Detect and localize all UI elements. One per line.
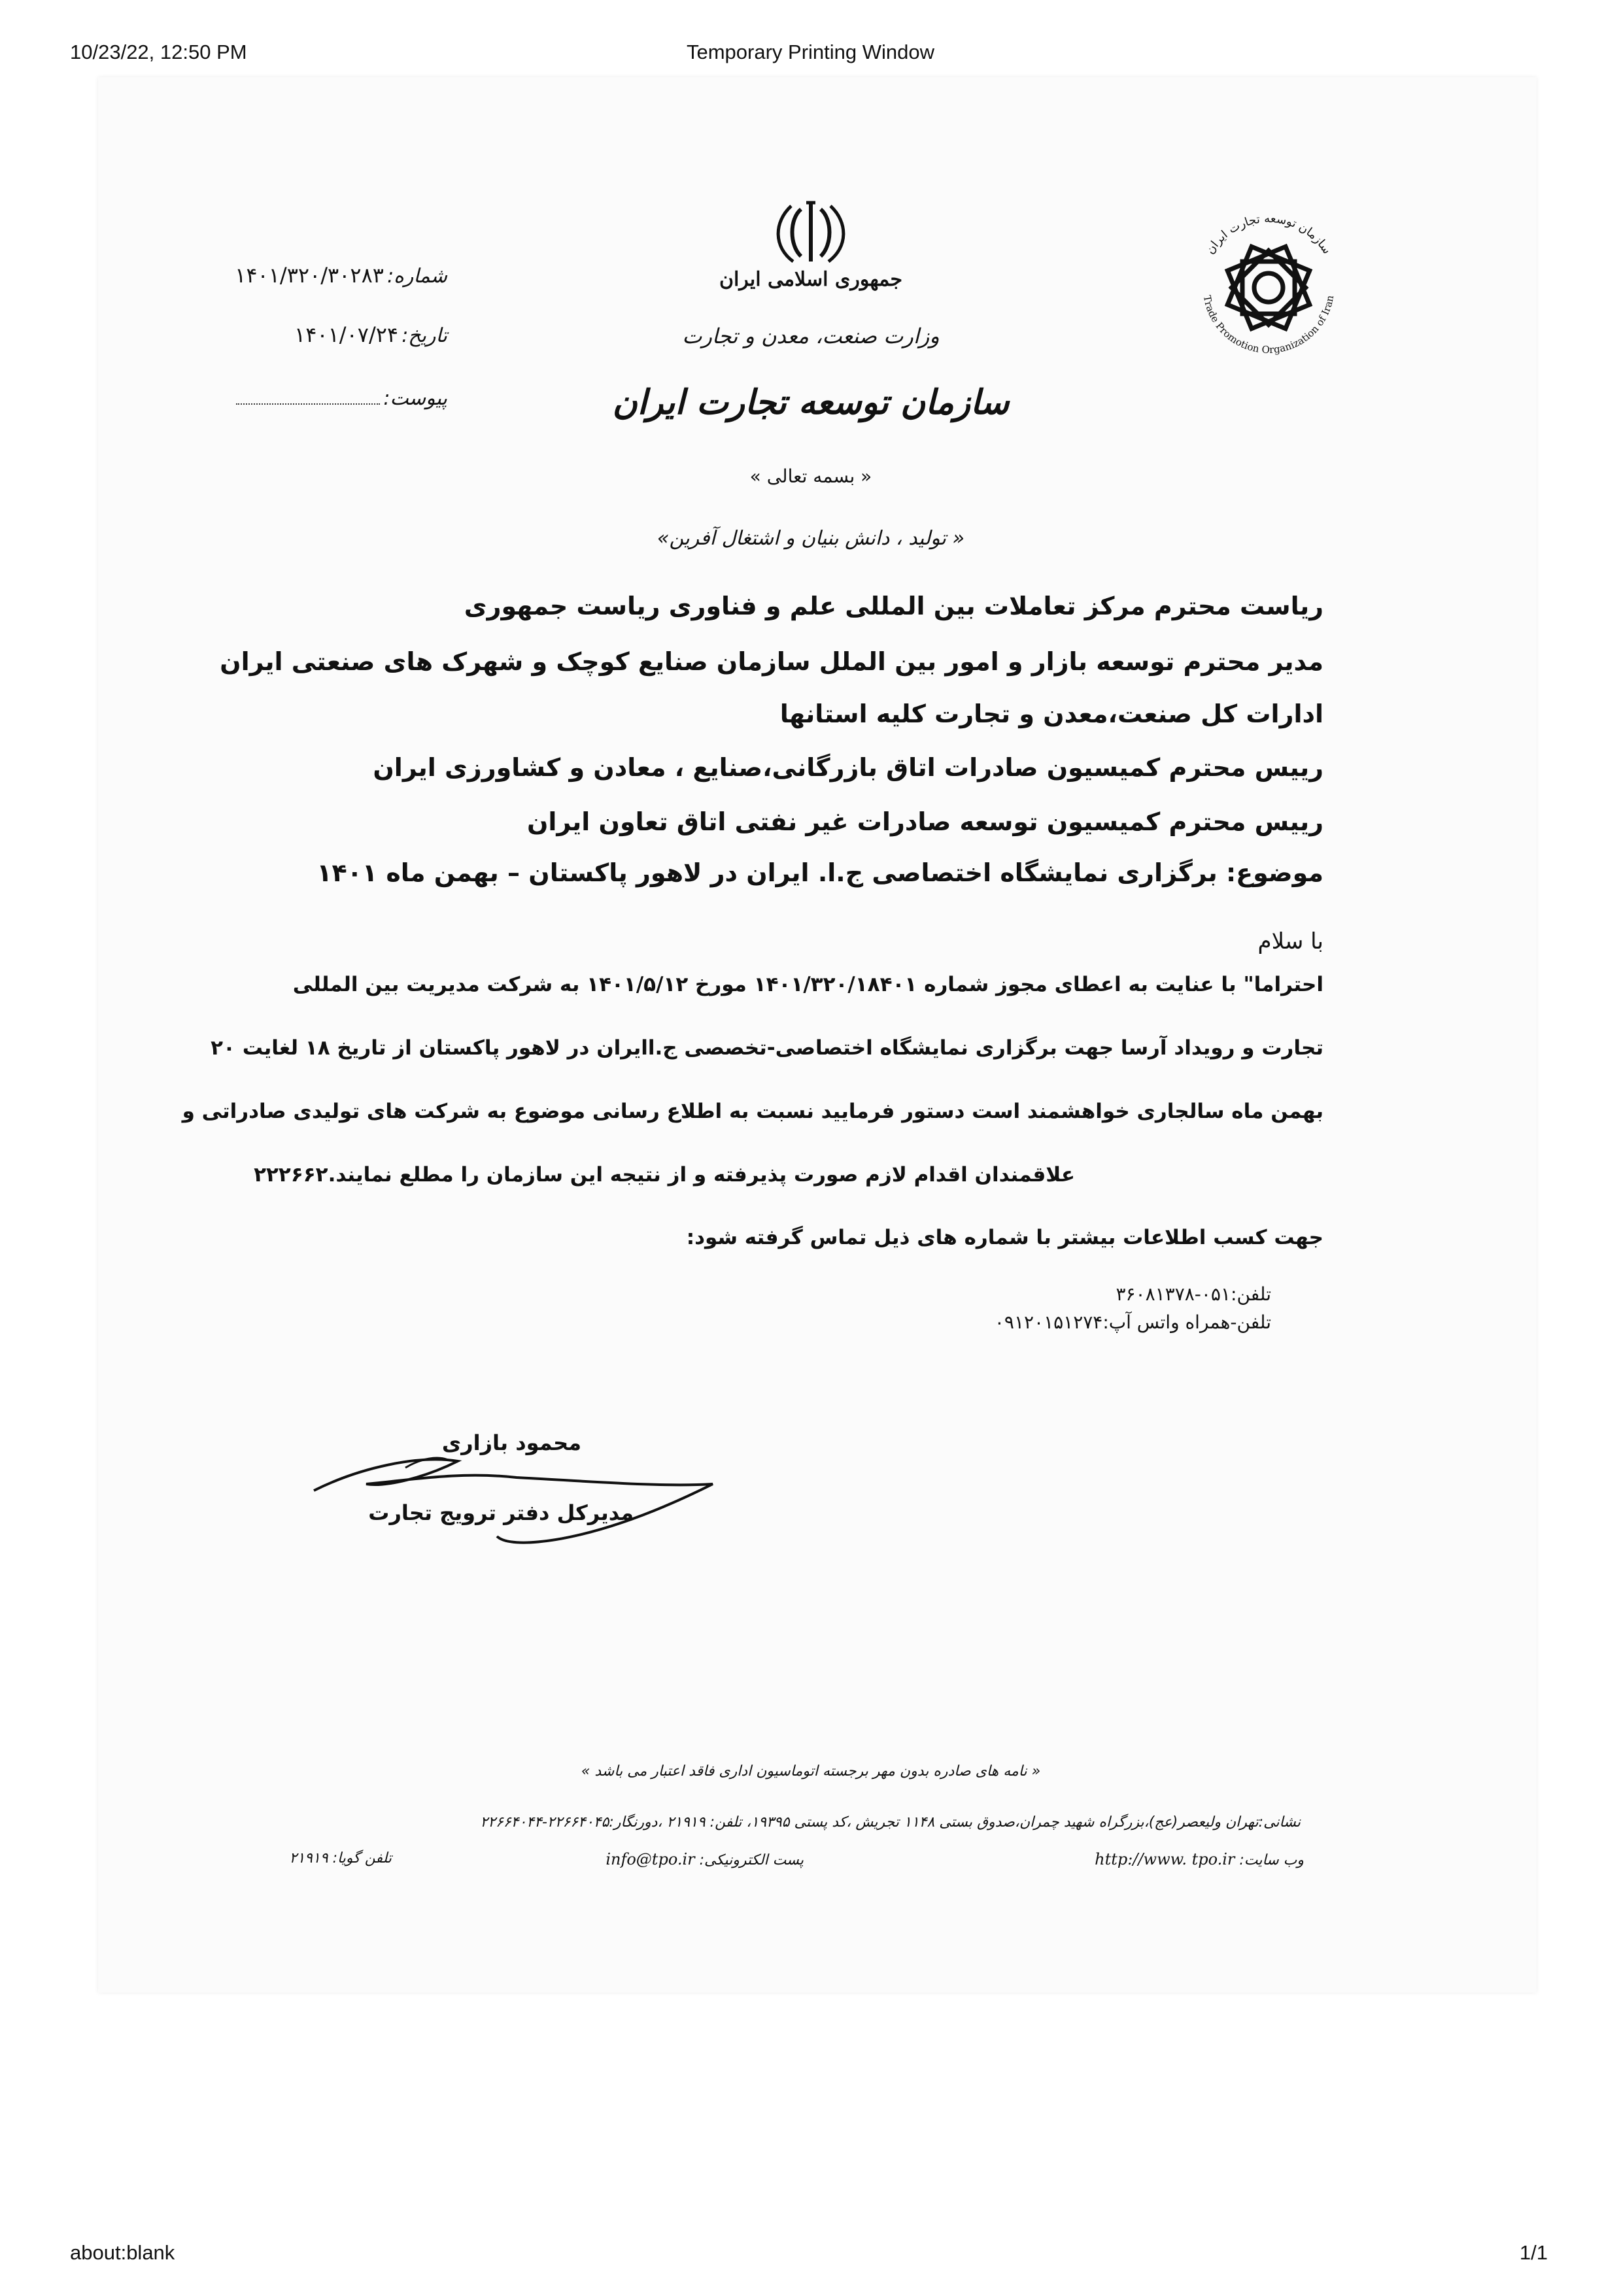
footer-phone-short: تلفن گویا: ۲۱۹۱۹ [289,1850,392,1866]
org-name-main: سازمان توسعه تجارت ایران [612,382,1010,422]
print-window-title: Temporary Printing Window [686,41,935,63]
letter-date-row [294,322,447,347]
letter-number-row [235,263,447,288]
letter-attachment-row [236,387,447,410]
signatory-name: محمود بازاری [441,1430,581,1455]
number-value: ۱۴۰۱/۳۲۰/۳۰۲۸۳ [235,263,384,288]
date-label: تاریخ: [401,324,447,347]
attachment-dotted-line [236,403,380,405]
contact-phone: تلفن:۰۵۱-۳۶۰۸۱۳۷۸ [1116,1283,1271,1305]
body-line: بهمن ماه سالجاری خواهشمند است دستور فرمایید نسبت به اطلاع رسانی موضوع به شرکت های تولیدی صادراتی و [182,1100,1323,1123]
logo-text-en: Trade Promotion Organization of Iran [1201,294,1337,356]
recipient-line: ادارات کل صنعت،معدن و تجارت کلیه استانها [779,700,1323,728]
greeting: با سلام [1257,928,1323,954]
contact-intro: جهت کسب اطلاعات بیشتر با شماره های ذیل تماس گرفته شود: [686,1226,1323,1249]
print-datetime: 10/23/22, 12:50 PM [70,41,247,63]
recipient-line: ریاست محترم مرکز تعاملات بین المللی علم و فناوری ریاست جمهوری [464,592,1323,620]
print-page-number: 1/1 [1519,2241,1548,2264]
attachment-label: پیوست: [383,387,447,410]
contact-whatsapp: تلفن-همراه واتس آپ:۰۹۱۲۰۱۵۱۲۷۴ [994,1311,1271,1333]
recipient-line: مدیر محترم توسعه بازار و امور بین الملل سازمان صنایع کوچک و شهرک های صنعتی ایران [220,647,1323,676]
email-label: پست الکترونیکی: [699,1852,804,1868]
website-label: وب سایت: [1239,1852,1304,1868]
bismillah: « بسمه تعالی » [749,465,872,487]
logo-text-fa: سازمان توسعه تجارت ایران [1203,211,1334,257]
body-line: احتراما" با عنایت به اعطای مجوز شماره ۱۴۰۱/۳۲۰/۱۸۴۰۱ مورخ ۱۴۰۱/۵/۱۲ به شرکت مدیریت بین المللی [292,973,1323,996]
footer-email-row [606,1850,804,1868]
footer-website-row [1095,1850,1304,1868]
website-link[interactable]: http://www. tpo.ir [1095,1850,1235,1868]
footer-note: « نامه های صادره بدون مهر برجسته اتوماسیون اداری فاقد اعتبار می باشد » [581,1763,1041,1780]
body-line: علاقمندان اقدام لازم صورت پذیرفته و از نتیجه این سازمان را مطلع نمایند.۲۲۲۶۶۲ [254,1163,1075,1187]
slogan: « تولید ، دانش بنیان و اشتغال آفرین» [657,527,964,550]
number-label: شماره: [387,265,447,288]
signatory-title: مدیرکل دفتر ترویج تجارت [368,1500,634,1525]
org-line-ministry: وزارت صنعت، معدن و تجارت [682,324,940,348]
handwritten-signature [307,1442,726,1553]
tpo-logo-icon [1177,196,1360,379]
date-value: ۱۴۰۱/۰۷/۲۴ [294,322,399,347]
footer-address: نشانی:تهران ولیعصر(عج)،بزرگراه شهید چمران،صدوق بستی ۱۱۴۸ تجریش ،کد پستی ۱۹۳۹۵، تلفن: ۲۱۹۱۹ ،دورنگار:۲۲۶۶۴۰۴۵-۲۲۶۶۴۰۴۴ [480,1814,1301,1831]
recipient-line: رییس محترم کمیسیون صادرات اتاق بازرگانی،صنایع ، معادن و کشاورزی ایران [373,753,1323,782]
recipient-line: رییس محترم کمیسیون توسعه صادرات غیر نفتی اتاق تعاون ایران [526,807,1323,836]
letter-subject: موضوع: برگزاری نمایشگاه اختصاصی ج.ا. ایران در لاهور پاکستان – بهمن ماه ۱۴۰۱ [316,858,1323,887]
body-line: تجارت و رویداد آرسا جهت برگزاری نمایشگاه اختصاصی-تخصصی ج.اایران در لاهور پاکستان از تاریخ ۱۸ لغایت ۲۰ [211,1036,1323,1060]
org-line-republic: جمهوری اسلامی ایران [719,268,903,291]
iran-emblem-icon [775,196,847,268]
print-url: about:blank [70,2241,175,2264]
email-link[interactable]: info@tpo.ir [606,1850,695,1868]
